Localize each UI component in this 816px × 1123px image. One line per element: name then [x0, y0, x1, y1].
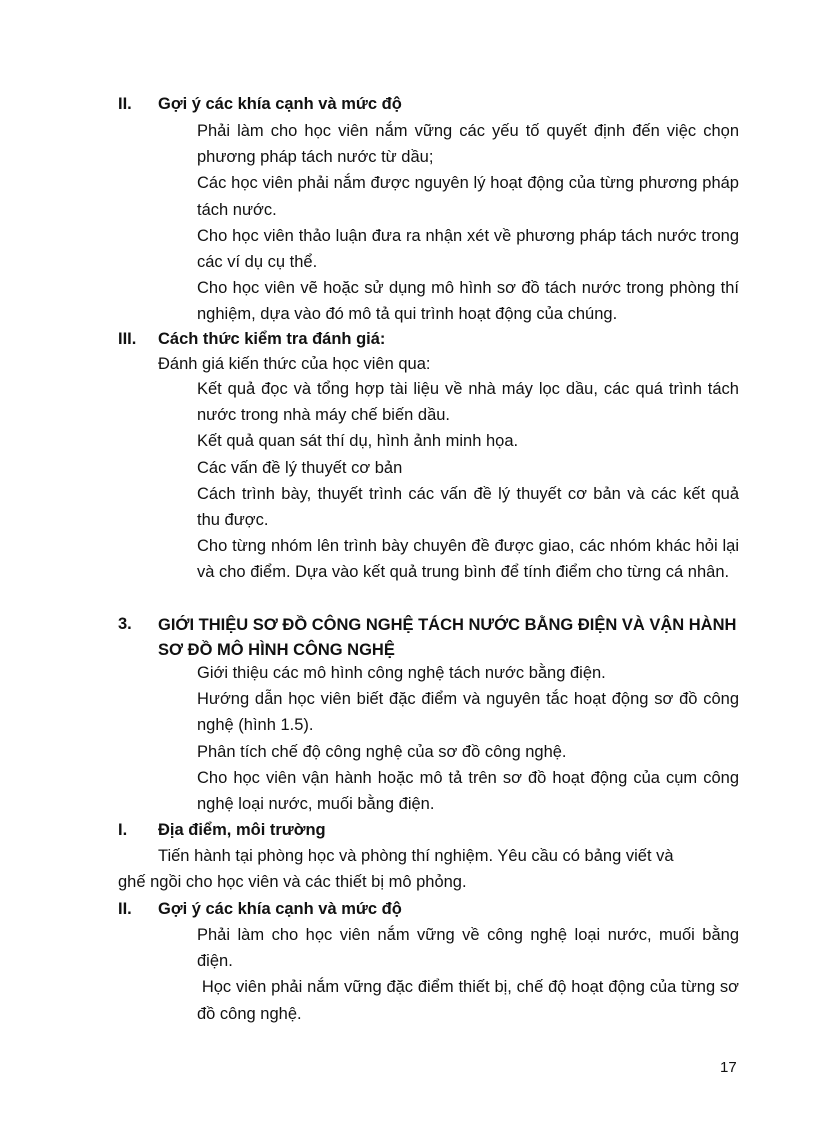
paragraph-block — [197, 376, 739, 586]
paragraph: Kết quả đọc và tổng hợp tài liệu về nhà máy lọc dầu, các quá trình tách nước trong nhà máy chế biến dầu. — [197, 380, 739, 425]
paragraph: Hướng dẫn học viên biết đặc điểm và nguyên tắc hoạt động sơ đồ công nghệ (hình 1.5). — [197, 690, 739, 735]
paragraph: Giới thiệu các mô hình công nghệ tách nước bằng điện. — [197, 664, 606, 682]
section-title: Gợi ý các khía cạnh và mức độ — [158, 95, 402, 113]
section-title: Địa điểm, môi trường — [158, 821, 326, 839]
chapter-number: 3. — [118, 615, 132, 633]
paragraph: Tiến hành tại phòng học và phòng thí nghiệm. Yêu cầu có bảng viết và — [158, 847, 674, 865]
paragraph: Phải làm cho học viên nắm vững các yếu tố quyết định đến việc chọn phương pháp tách nước từ dầu; — [197, 122, 739, 167]
section-title: Cách thức kiểm tra đánh giá: — [158, 330, 386, 348]
page-number: 17 — [720, 1059, 737, 1076]
section-number: II. — [118, 95, 132, 113]
paragraph: Phải làm cho học viên nắm vững về công nghệ loại nước, muối bằng điện. — [197, 926, 739, 971]
paragraph: Phân tích chế độ công nghệ của sơ đồ công nghệ. — [197, 742, 567, 761]
section-title: Gợi ý các khía cạnh và mức độ — [158, 900, 402, 918]
paragraph: Cho học viên vận hành hoặc mô tả trên sơ đồ hoạt động của cụm công nghệ loại nước, muối bằng điện. — [197, 768, 739, 814]
paragraph-block — [197, 118, 739, 328]
chapter-heading — [118, 613, 738, 665]
paragraph: Cho từng nhóm lên trình bày chuyên đề được giao, các nhóm khác hỏi lại và cho điểm. Dựa vào kết quả trung bình để tính điểm cho từng cá nhân. — [197, 537, 739, 582]
paragraph: Cho học viên vẽ hoặc sử dụng mô hình sơ đồ tách nước trong phòng thí nghiệm, dựa vào đó mô tả qui trình hoạt động của chúng. — [197, 279, 739, 324]
paragraph-block — [197, 922, 744, 1027]
paragraph: Các học viên phải nắm được nguyên lý hoạt động của từng phương pháp tách nước. — [197, 174, 739, 219]
section-number: I. — [118, 821, 128, 839]
paragraph-block — [197, 660, 739, 817]
paragraph: Cho học viên thảo luận đưa ra nhận xét về phương pháp tách nước trong các ví dụ cụ thể. — [197, 226, 739, 272]
section-number: II. — [118, 900, 132, 918]
paragraph: Kết quả quan sát thí dụ, hình ảnh minh họa. — [197, 432, 519, 451]
paragraph: Cách trình bày, thuyết trình các vấn đề lý thuyết cơ bản và các kết quả thu được. — [197, 484, 739, 530]
paragraph: Đánh giá kiến thức của học viên qua: — [158, 355, 431, 373]
paragraph: Học viên phải nắm vững đặc điểm thiết bị, chế độ hoạt động của từng sơ đồ công nghệ. — [197, 978, 744, 1023]
paragraph: ghế ngồi cho học viên và các thiết bị mô phỏng. — [118, 873, 467, 891]
chapter-title: GIỚI THIỆU SƠ ĐỒ CÔNG NGHỆ TÁCH NƯỚC BẰNG ĐIỆN VÀ VẬN HÀNH SƠ ĐỒ MÔ HÌNH CÔNG NGHỆ — [158, 616, 737, 659]
paragraph: Các vấn đề lý thuyết cơ bản — [197, 458, 403, 477]
section-number: III. — [118, 330, 137, 348]
